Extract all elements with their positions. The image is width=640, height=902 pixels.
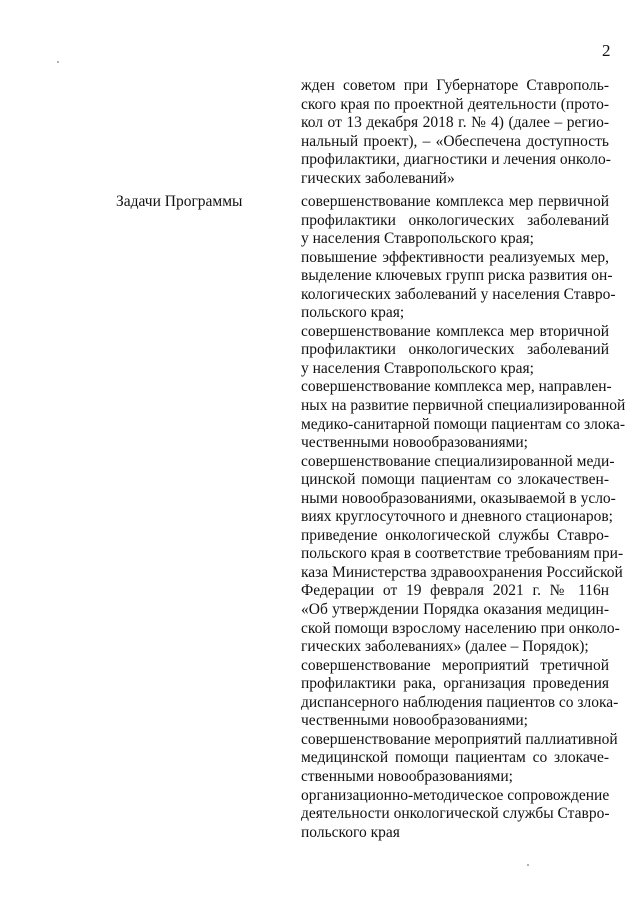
task-line: Федерации от 19 февраля 2021 г. № 116н (301, 582, 609, 600)
task-line: профилактики онкологических заболеваний (301, 211, 609, 229)
paragraph-line: жден советом при Губернаторе Ставрополь- (301, 77, 609, 94)
task-line: совершенствование мероприятий паллиативной (301, 730, 618, 748)
task-line: профилактики рака, организация проведения (301, 675, 609, 693)
task-line: виях круглосуточного и дневного стационаров; (301, 508, 613, 526)
task-line: цинской помощи пациентам со злокачествен- (301, 471, 609, 489)
task-line: ственными новообразованиями; (301, 767, 513, 785)
task-line: каза Министерства здравоохранения Российской (301, 563, 623, 581)
section-label-program-tasks: Задачи Программы (116, 193, 243, 210)
task-line: польского края; (301, 304, 405, 322)
task-line: медико-санитарной помощи пациентам со злока- (301, 415, 625, 433)
task-line: кологических заболеваний у населения Ставро- (301, 285, 616, 303)
task-line: диспансерного наблюдения пациентов со злока- (301, 693, 619, 711)
page-number: 2 (602, 41, 611, 60)
task-line: профилактики онкологических заболеваний (301, 341, 609, 359)
task-line: совершенствование комплекса мер вторичной (301, 322, 609, 340)
task-line: совершенствование комплекса мер первичной (301, 193, 609, 210)
paragraph-line: нальный проект), – «Обеспечена доступность (301, 132, 609, 150)
task-line: совершенствование мероприятий третичной (301, 656, 609, 674)
task-line: у населения Ставропольского края; (301, 230, 534, 248)
task-line: гических заболеваниях» (далее – Порядок); (301, 638, 589, 656)
program-tasks-list (301, 193, 626, 842)
task-line: чественными новообразованиями; (301, 434, 528, 452)
paragraph-line: гических заболеваний» (301, 169, 455, 187)
task-line: совершенствование специализированной меди- (301, 452, 615, 470)
task-line: ской помощи взрослому населению при онколо- (301, 619, 620, 637)
task-line: ных на развитие первичной специализированной (301, 397, 626, 415)
task-line: польского края (301, 823, 400, 841)
task-line: польского края в соответствие требованиям при- (301, 545, 624, 563)
task-line: деятельности онкологической службы Ставро- (301, 805, 610, 823)
task-line: организационно-методическое сопровождение (301, 786, 610, 804)
task-line: у населения Ставропольского края; (301, 359, 534, 377)
scan-speck (57, 61, 59, 63)
task-line: совершенствование комплекса мер, направлен- (301, 378, 612, 396)
task-line: повышение эффективности реализуемых мер, (301, 248, 609, 266)
task-line: выделение ключевых групп риска развития он- (301, 267, 613, 285)
task-line: ными новообразованиями, оказываемой в усло- (301, 489, 616, 507)
task-line: чественными новообразованиями; (301, 712, 528, 730)
paragraph-line: профилактики, диагностики и лечения онколо- (301, 151, 611, 169)
paragraph-line: ского края по проектной деятельности (прото- (301, 95, 609, 113)
task-line: «Об утверждении Порядка оказания медицин- (301, 601, 609, 619)
paragraph-line: кол от 13 декабря 2018 г. № 4) (далее – регио- (301, 114, 609, 132)
task-line: приведение онкологической службы Ставро- (301, 526, 609, 544)
scan-speck (527, 864, 529, 866)
task-line: медицинской помощи пациентам со злокаче- (301, 749, 609, 767)
continued-paragraph (301, 77, 609, 188)
